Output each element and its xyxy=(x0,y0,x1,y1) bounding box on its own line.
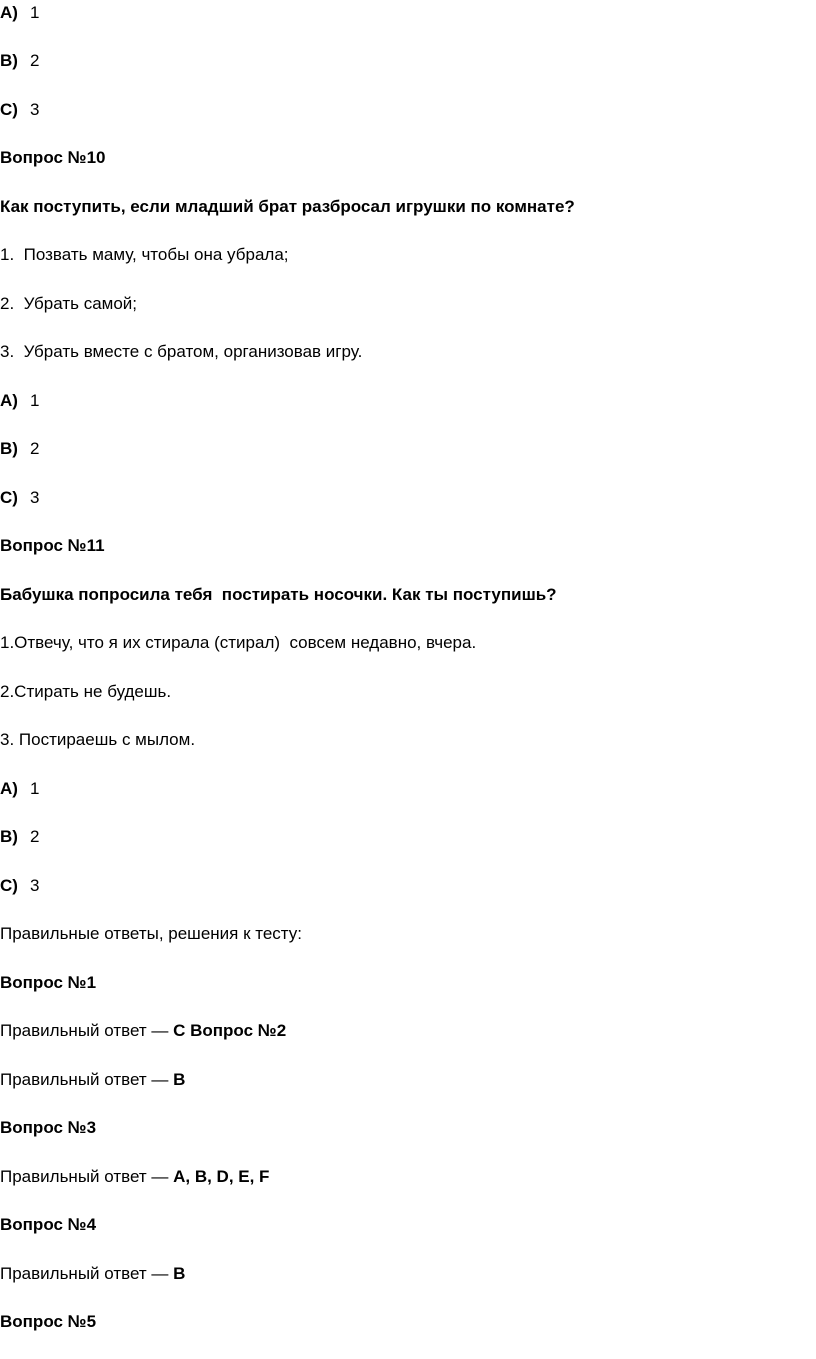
answer-item: 1. Позвать маму, чтобы она убрала; xyxy=(0,245,289,264)
question-title: Вопрос №10 xyxy=(0,148,106,167)
question-text: Бабушка попросила тебя постирать носочки. Как ты поступишь? xyxy=(0,585,557,604)
option-letter: B) xyxy=(0,51,18,70)
option-value: 1 xyxy=(30,779,40,798)
option-b xyxy=(0,50,39,72)
option-c xyxy=(0,487,39,509)
correct-answer-line xyxy=(0,1263,185,1285)
answer-prefix: Правильный ответ — xyxy=(0,1167,174,1186)
option-value: 3 xyxy=(30,876,40,895)
answer-title: Вопрос №5 xyxy=(0,1312,97,1331)
option-letter: A) xyxy=(0,3,18,22)
option-letter: C) xyxy=(0,488,18,507)
option-value: 2 xyxy=(30,439,40,458)
option-value: 2 xyxy=(30,51,40,70)
option-value: 1 xyxy=(30,3,40,22)
answer-title: Вопрос №3 xyxy=(0,1118,97,1137)
answer-prefix: Правильный ответ — xyxy=(0,1021,174,1040)
option-letter: C) xyxy=(0,100,18,119)
answer-item: 2.Стирать не будешь. xyxy=(0,682,172,701)
option-a xyxy=(0,2,39,24)
option-c xyxy=(0,875,39,897)
option-letter: B) xyxy=(0,827,18,846)
answer-value: B xyxy=(173,1070,186,1089)
option-a xyxy=(0,778,39,800)
option-value: 3 xyxy=(30,488,40,507)
answers-heading: Правильные ответы, решения к тесту: xyxy=(0,924,302,943)
correct-answer-line xyxy=(0,1166,269,1188)
question-title: Вопрос №11 xyxy=(0,536,105,555)
option-letter: A) xyxy=(0,391,18,410)
correct-answer-line xyxy=(0,1020,286,1042)
option-b xyxy=(0,438,39,460)
option-letter: B) xyxy=(0,439,18,458)
answer-item: 2. Убрать самой; xyxy=(0,294,138,313)
option-letter: C) xyxy=(0,876,18,895)
option-letter: A) xyxy=(0,779,18,798)
answer-value: A, B, D, E, F xyxy=(173,1167,270,1186)
answer-title: Вопрос №2 xyxy=(190,1021,287,1040)
answer-prefix: Правильный ответ — xyxy=(0,1070,174,1089)
option-b xyxy=(0,826,39,848)
answer-item: 1.Отвечу, что я их стирала (стирал) совсем недавно, вчера. xyxy=(0,633,477,652)
correct-answer-line xyxy=(0,1069,185,1091)
answer-title: Вопрос №4 xyxy=(0,1215,97,1234)
option-value: 2 xyxy=(30,827,40,846)
answer-prefix: Правильный ответ — xyxy=(0,1264,174,1283)
answer-title: Вопрос №1 xyxy=(0,973,97,992)
question-text: Как поступить, если младший брат разбросал игрушки по комнате? xyxy=(0,197,575,216)
answer-value: C xyxy=(173,1021,186,1040)
answer-item: 3. Постираешь с мылом. xyxy=(0,730,196,749)
answer-value: B xyxy=(173,1264,186,1283)
option-value: 3 xyxy=(30,100,40,119)
option-value: 1 xyxy=(30,391,40,410)
option-a xyxy=(0,390,39,412)
answer-item: 3. Убрать вместе с братом, организовав игру. xyxy=(0,342,363,361)
option-c xyxy=(0,99,39,121)
